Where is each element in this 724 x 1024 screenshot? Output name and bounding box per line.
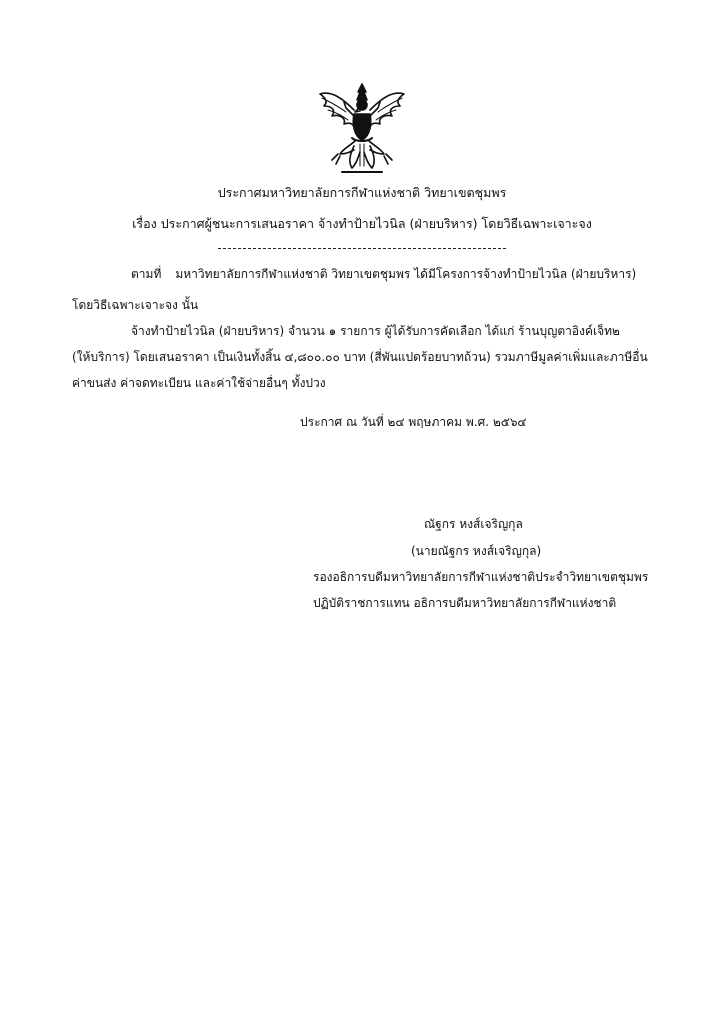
announcement-subject: เรื่อง ประกาศผู้ชนะการเสนอราคา จ้างทำป้ายไวนิล (ฝ่ายบริหาร) โดยวิธีเฉพาะเจาะจง (132, 216, 592, 231)
paragraph-1-line-1 (131, 266, 636, 282)
announcement-date: ประกาศ ณ วันที่ ๒๔ พฤษภาคม พ.ศ. ๒๕๖๔ (300, 415, 527, 429)
signatory-full-name: (นายณัฐกร หงส์เจริญกุล) (411, 544, 542, 558)
garuda-emblem-icon (310, 80, 414, 180)
separator-line (218, 248, 506, 249)
paragraph-1-label: ตามที่ (131, 267, 162, 281)
paragraph-2-line-3: ค่าขนส่ง ค่าจดทะเบียน และค่าใช้จ่ายอื่นๆ ทั้งปวง (72, 376, 326, 390)
signature-name: ณัฐกร หงส์เจริญกุล (424, 517, 523, 531)
signatory-position: รองอธิการบดีมหาวิทยาลัยการกีฬาแห่งชาติประจำวิทยาเขตชุมพร (313, 570, 649, 584)
signatory-acting-position: ปฏิบัติราชการแทน อธิการบดีมหาวิทยาลัยการกีฬาแห่งชาติ (313, 596, 617, 610)
paragraph-1-text: มหาวิทยาลัยการกีฬาแห่งชาติ วิทยาเขตชุมพร ได้มีโครงการจ้างทำป้ายไวนิล (ฝ่ายบริหาร) (175, 267, 637, 281)
paragraph-2-line-2: (ให้บริการ) โดยเสนอราคา เป็นเงินทั้งสิ้น ๔,๘๐๐.๐๐ บาท (สี่พันแปดร้อยบาทถ้วน) รวมภาษีมูลค่าเพิ่มและภาษีอื่น (72, 350, 648, 364)
paragraph-2-line-1: จ้างทำป้ายไวนิล (ฝ่ายบริหาร) จำนวน ๑ รายการ ผู้ได้รับการคัดเลือก ได้แก่ ร้านบุญตาอิงค์เจ็ท๒ (131, 324, 620, 338)
paragraph-1-line-2: โดยวิธีเฉพาะเจาะจง นั้น (72, 298, 199, 312)
announcement-title: ประกาศมหาวิทยาลัยการกีฬาแห่งชาติ วิทยาเขตชุมพร (217, 185, 507, 200)
